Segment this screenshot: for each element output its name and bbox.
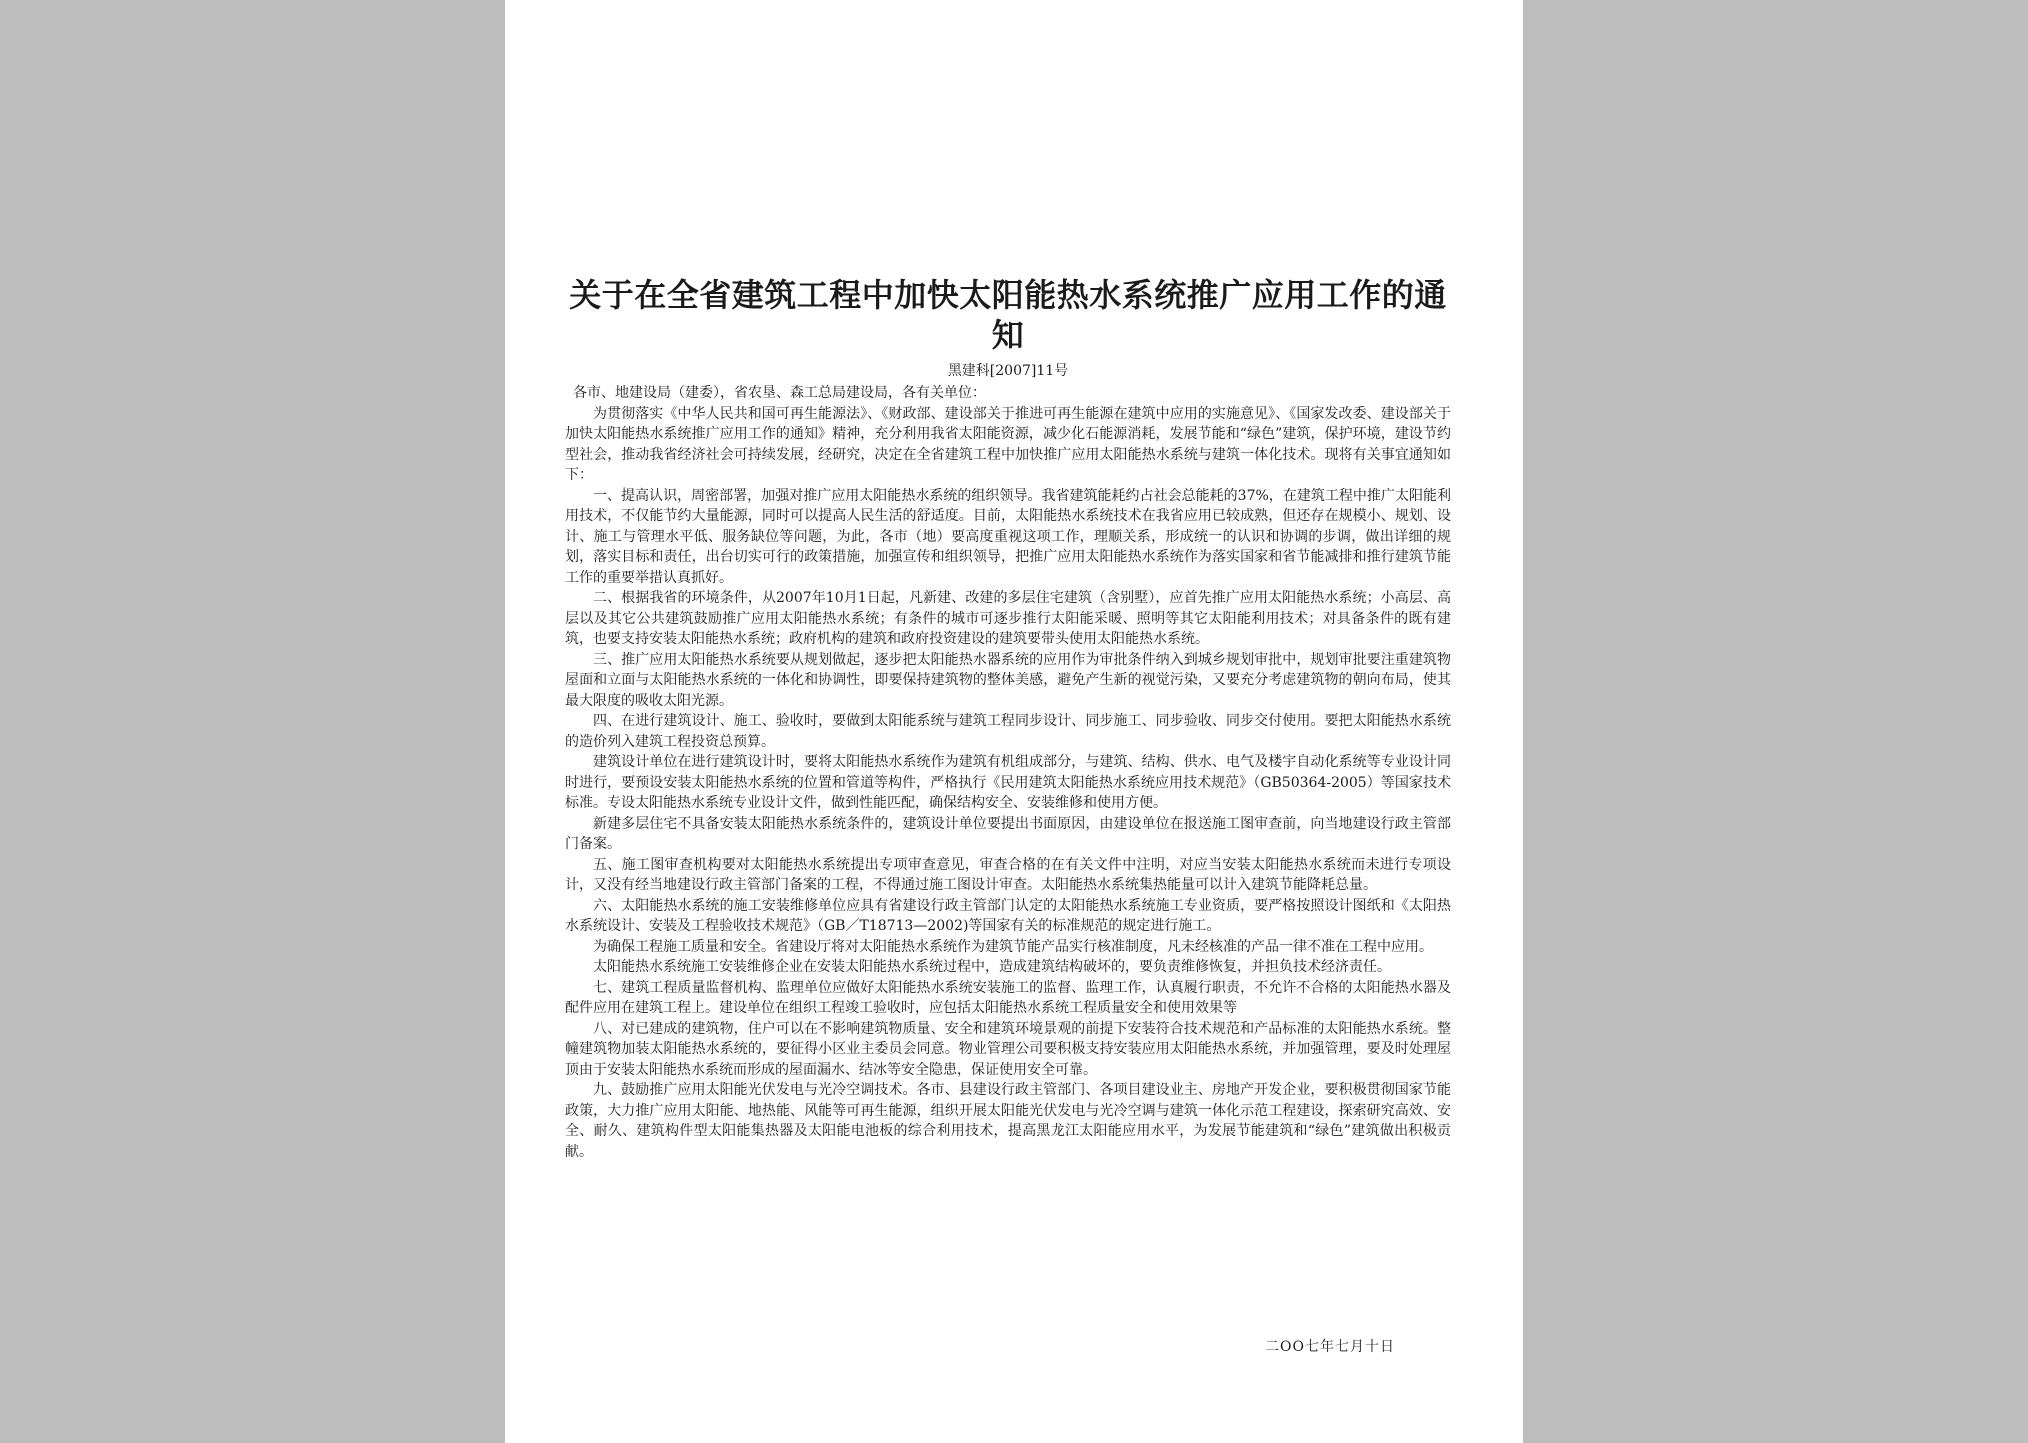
paragraph: 七、建筑工程质量监督机构、监理单位应做好太阳能热水系统安装施工的监督、监理工作，认真履行职责，不允许不合格的太阳能热水器及配件应用在建筑工程上。建设单位在组织工程竣工验收时，应包括太阳能热水系统工程质量安全和使用效果等 (565, 979, 1451, 1016)
document-page (505, 0, 1523, 1443)
paragraph: 四、在进行建筑设计、施工、验收时，要做到太阳能系统与建筑工程同步设计、同步施工、同步验收、同步交付使用。要把太阳能热水系统的造价列入建筑工程投资总预算。 (565, 713, 1451, 750)
paragraph: 新建多层住宅不具备安装太阳能热水系统条件的，建筑设计单位要提出书面原因，由建设单位在报送施工图审查前，向当地建设行政主管部门备案。 (565, 815, 1451, 852)
document-number: 黑建科[2007]11号 (947, 363, 1069, 379)
paragraph: 九、鼓励推广应用太阳能光伏发电与光冷空调技术。各市、县建设行政主管部门、各项目建设业主、房地产开发企业，要积极贯彻国家节能政策，大力推广应用太阳能、地热能、风能等可再生能源，组织开展太阳能光伏发电与光冷空调与建筑一体化示范工程建设，探索研究高效、安全、耐久、建筑构件型太阳能集热器及太阳能电池板的综合利用技术，提高黑龙江太阳能应用水平，为发展节能建筑和“绿色”建筑做出积极贡献。 (565, 1082, 1451, 1160)
paragraph: 八、对已建成的建筑物，住户可以在不影响建筑物质量、安全和建筑环境景观的前提下安装符合技术规范和产品标准的太阳能热水系统。整幢建筑物加装太阳能热水系统的，要征得小区业主委员会同意。物业管理公司要积极支持安装应用太阳能热水系统，并加强管理，要及时处理屋顶由于安装太阳能热水系统而形成的屋面漏水、结冰等安全隐患，保证使用安全可靠。 (565, 1020, 1451, 1078)
paragraph: 为贯彻落实《中华人民共和国可再生能源法》、《财政部、建设部关于推进可再生能源在建筑中应用的实施意见》、《国家发改委、建设部关于加快太阳能热水系统推广应用工作的通知》精神，充分利用我省太阳能资源，减少化石能源消耗，发展节能和“绿色”建筑，保护环境，建设节约型社会，推动我省经济社会可持续发展，经研究，决定在全省建筑工程中加快推广应用太阳能热水系统与建筑一体化技术。现将有关事宜通知如下： (565, 405, 1451, 483)
paragraph: 为确保工程施工质量和安全。省建设厅将对太阳能热水系统作为建筑节能产品实行核准制度，凡未经核准的产品一律不准在工程中应用。 (593, 938, 1433, 955)
paragraph: 太阳能热水系统施工安装维修企业在安装太阳能热水系统过程中，造成建筑结构破坏的，要负责维修恢复，并担负技术经济责任。 (593, 959, 1391, 975)
document-date: 二OO七年七月十日 (1265, 1339, 1395, 1355)
paragraph: 二、根据我省的环境条件，从2007年10月1日起，凡新建、改建的多层住宅建筑（含别墅），应首先推广应用太阳能热水系统；小高层、高层以及其它公共建筑鼓励推广应用太阳能热水系统；有条件的城市可逐步推行太阳能采暖、照明等其它太阳能利用技术；对具备条件的既有建筑，也要支持安装太阳能热水系统；政府机构的建筑和政府投资建设的建筑要带头使用太阳能热水系统。 (565, 590, 1451, 647)
paragraph: 一、提高认识，周密部署，加强对推广应用太阳能热水系统的组织领导。我省建筑能耗约占社会总能耗的37%，在建筑工程中推广太阳能利用技术，不仅能节约大量能源，同时可以提高人民生活的舒适度。目前，太阳能热水系统技术在我省应用已较成熟，但还存在规模小、规划、设计、施工与管理水平低、服务缺位等问题，为此，各市（地）要高度重视这项工作，理顺关系，形成统一的认识和协调的步调，做出详细的规划，落实目标和责任，出台切实可行的政策措施，加强宣传和组织领导，把推广应用太阳能热水系统作为落实国家和省节能减排和推行建筑节能工作的重要举措认真抓好。 (565, 487, 1451, 586)
salutation: 各市、地建设局（建委），省农垦、森工总局建设局，各有关单位： (573, 385, 986, 401)
paragraph: 三、推广应用太阳能热水系统要从规划做起，逐步把太阳能热水器系统的应用作为审批条件纳入到城乡规划审批中，规划审批要注重建筑物屋面和立面与太阳能热水系统的一体化和协调性，即要保持建筑物的整体美感，避免产生新的视觉污染，又要充分考虑建筑物的朝向布局，使其最大限度的吸收太阳光源。 (565, 651, 1451, 709)
paragraph: 五、施工图审查机构要对太阳能热水系统提出专项审查意见，审查合格的在有关文件中注明，对应当安装太阳能热水系统而未进行专项设计，又没有经当地建设行政主管部门备案的工程，不得通过施工图设计审查。太阳能热水系统集热能量可以计入建筑节能降耗总量。 (565, 856, 1451, 893)
document-title: 关于在全省建筑工程中加快太阳能热水系统推广应用工作的通知 (569, 276, 1447, 354)
document-body (565, 404, 1451, 1163)
paragraph: 六、太阳能热水系统的施工安装维修单位应具有省建设行政主管部门认定的太阳能热水系统施工专业资质，要严格按照设计图纸和《太阳热水系统设计、安装及工程验收技术规范》（GB／T18713—2002)等国家有关的标准规范的规定进行施工。 (565, 897, 1451, 934)
paragraph: 建筑设计单位在进行建筑设计时，要将太阳能热水系统作为建筑有机组成部分，与建筑、结构、供水、电气及楼宇自动化系统等专业设计同时进行，要预设安装太阳能热水系统的位置和管道等构件，严格执行《民用建筑太阳能热水系统应用技术规范》（GB50364-2005）等国家技术标准。专设太阳能热水系统专业设计文件，做到性能匹配，确保结构安全、安装维修和使用方便。 (565, 754, 1451, 811)
